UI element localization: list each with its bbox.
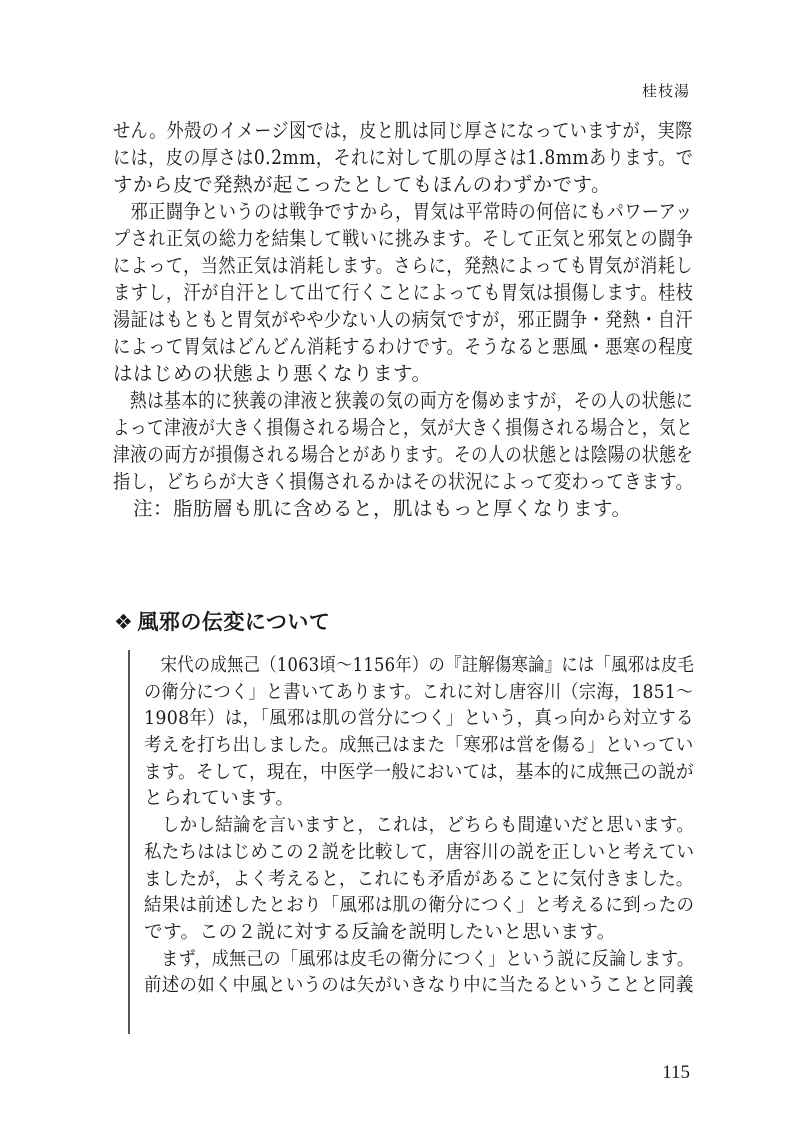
- quote-line: 宋代の成無己（1063頃～1156年）の『註解傷寒論』には「風邪は皮毛: [144, 655, 695, 676]
- body-line: 湯証はもともと胃気がやや少ない人の病気ですが，邪正闘争・発熱・自汗: [113, 308, 694, 331]
- quote-line: 私たちははじめこの２説を比較して，唐容川の説を正しいと考えてい: [144, 841, 695, 863]
- body-line: ますし，汗が自汗として出て行くことによっても胃気は損傷します。桂枝: [113, 281, 694, 304]
- body-line: ははじめの状態より悪くなります。: [113, 362, 432, 385]
- body-line: 注：脂肪層も肌に含めると，肌はもっと厚くなります。: [113, 497, 632, 520]
- quote-line: 結果は前述したとおり「風邪は肌の衛分につく」と考えるに到ったの: [144, 895, 695, 917]
- body-line: せん。外殻のイメージ図では，皮と肌は同じ厚さになっていますが，実際: [113, 119, 693, 142]
- body-line: 指し，どちらが大きく損傷されるかはその状況によって変わってきます。: [113, 470, 694, 493]
- body-line: 邪正闘争というのは戦争ですから，胃気は平常時の何倍にもパワーアッ: [113, 200, 693, 223]
- quote-line: です。この２説に対する反論を説明したいと思います。: [144, 921, 616, 943]
- body-line: すから皮で発熱が起こったとしてもほんのわずかです。: [113, 173, 612, 196]
- quote-line: の衛分につく」と書いてあります。これに対し唐容川（宗海，1851～: [144, 681, 694, 703]
- body-line: には，皮の厚さは0.2mm，それに対して肌の厚さは1.8mmあります。で: [113, 146, 694, 169]
- quote-line: 1908年）は，「風邪は肌の営分につく」という，真っ向から対立する: [144, 708, 694, 730]
- diamond-bullet-icon: ❖: [114, 610, 134, 634]
- running-head: 桂枝湯: [641, 82, 690, 100]
- body-line: 熱は基本的に狭義の津液と狭義の気の両方を傷めますが，その人の状態に: [113, 389, 694, 412]
- quote-line: ましたが，よく考えると，これにも矛盾があることに気付きました。: [144, 868, 694, 890]
- body-line: によって，当然正気は消耗します。さらに，発熱によっても胃気が消耗し: [113, 254, 694, 277]
- section-heading: [114, 606, 330, 636]
- quote-line: まず，成無己の「風邪は皮毛の衛分につく」という説に反論します。: [144, 948, 695, 970]
- body-line: よって津液が大きく損傷される場合と，気が大きく損傷される場合と，気と: [113, 416, 694, 439]
- quote-rule: [128, 650, 130, 1034]
- body-text: [113, 117, 693, 522]
- section-heading-text: 風邪の伝変について: [137, 610, 331, 634]
- body-line: プされ正気の総力を結集して戦いに挑みます。そして正気と邪気との闘争: [113, 227, 694, 250]
- body-line: によって胃気はどんどん消耗するわけです。そうなると悪風・悪寒の程度: [113, 335, 694, 358]
- page-number: 115: [662, 1062, 690, 1083]
- quote-line: ます。そして，現在，中医学一般においては，基本的に成無己の説が: [144, 761, 694, 783]
- quote-block: [144, 653, 694, 1000]
- quote-line: しかし結論を言いますと，これは，どちらも間違いだと思います。: [144, 815, 695, 837]
- quote-line: 前述の如く中風というのは矢がいきなり中に当たるということと同義: [144, 975, 694, 997]
- quote-line: とられています。: [144, 788, 295, 810]
- body-line: 津液の両方が損傷される場合とがあります。その人の状態とは陰陽の状態を: [113, 443, 694, 466]
- quote-line: 考えを打ち出しました。成無己はまた「寒邪は営を傷る」といってい: [144, 735, 694, 757]
